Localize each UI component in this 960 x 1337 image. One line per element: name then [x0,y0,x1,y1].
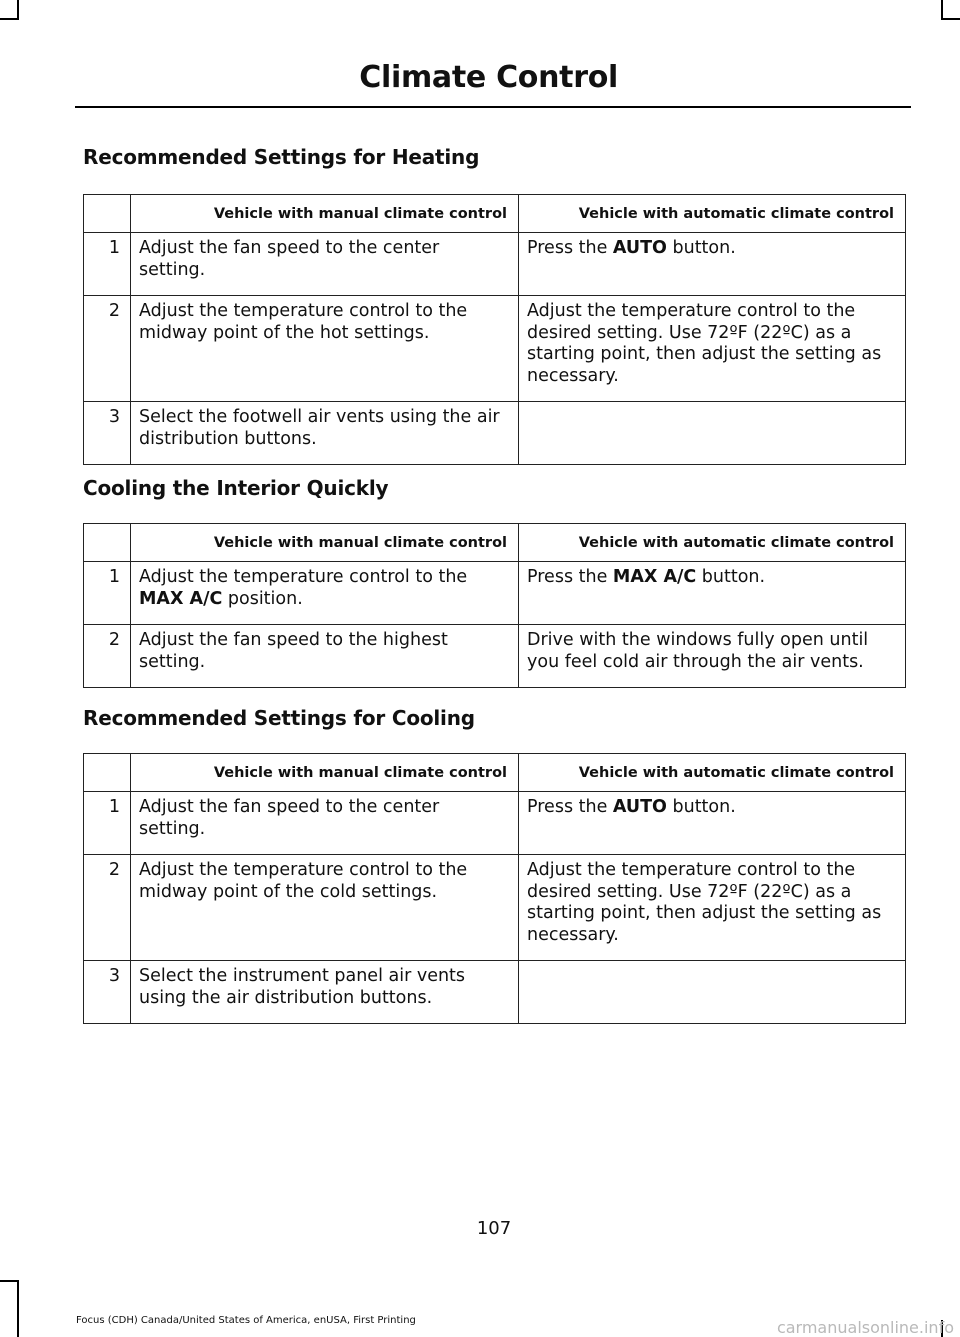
crop-mark-top-left [0,18,19,20]
step-text: Select the footwell air vents using the air distribution buttons. [139,407,500,449]
step-number: 2 [84,855,131,961]
step-text: Press the [527,567,613,587]
step-text: Adjust the fan speed to the highest setting. [139,630,448,672]
step-number: 3 [84,402,131,465]
section-cooling [83,706,905,1024]
automatic-step [519,855,906,961]
crop-mark-top-left [17,0,19,20]
step-text: Press the [527,238,613,258]
automatic-step [519,792,906,855]
step-text: button. [696,567,766,587]
manual-step [131,402,519,465]
step-text: Adjust the temperature control to the desired setting. Use 72ºF (22ºC) as a starting point, then adjust the setting as necessary. [527,301,882,386]
table-row [84,233,906,296]
step-text: position. [222,588,303,609]
step-text: button. [666,797,736,817]
table-header-row [84,754,906,792]
crop-mark-top-right [941,0,943,20]
column-header-manual: Vehicle with manual climate control [131,524,519,562]
step-text: Adjust the temperature control to the midway point of the hot settings. [139,301,468,343]
step-number: 1 [84,792,131,855]
step-text: Adjust the fan speed to the center setting. [139,797,440,839]
table-row [84,792,906,855]
section-heading: Cooling the Interior Quickly [83,476,389,500]
button-name: MAX A/C [612,567,697,587]
step-text: Adjust the temperature control to the midway point of the cold settings. [139,860,468,902]
settings-table [83,194,906,465]
page-title: Climate Control [359,60,618,95]
page-number: 107 [476,1218,512,1239]
crop-mark-bottom-left [0,1280,19,1282]
automatic-step [519,562,906,625]
section-heading: Recommended Settings for Heating [83,145,480,169]
table-row [84,855,906,961]
step-number: 1 [84,562,131,625]
crop-mark-bottom-left [17,1280,19,1337]
section-cooling-quickly [83,476,905,688]
footer-edition-text: Focus (CDH) Canada/United States of America, enUSA, First Printing [76,1315,416,1326]
manual-step [131,233,519,296]
header-divider [75,106,911,108]
crop-mark-top-right [941,18,960,20]
step-text: Select the instrument panel air vents using the air distribution buttons. [139,966,466,1008]
table-header-row [84,524,906,562]
manual-step [131,855,519,961]
table-row [84,402,906,465]
column-header-manual: Vehicle with manual climate control [131,195,519,233]
manual-step [131,961,519,1024]
control-position-name: MAX A/C [139,588,223,609]
button-name: AUTO [612,797,667,817]
table-header-row [84,195,906,233]
column-header-automatic: Vehicle with automatic climate control [519,524,906,562]
manual-step [131,562,519,625]
step-number: 1 [84,233,131,296]
step-text: Press the [527,797,613,817]
section-heating [83,145,905,465]
automatic-step-empty [519,961,906,1024]
button-name: AUTO [612,238,667,258]
step-text: Drive with the windows fully open until you feel cold air through the air vents. [527,630,869,672]
step-number: 2 [84,625,131,688]
settings-table [83,523,906,688]
step-text: Adjust the temperature control to the [139,567,468,587]
step-number: 2 [84,296,131,402]
step-number: 3 [84,961,131,1024]
step-text: button. [666,238,736,258]
table-row [84,562,906,625]
automatic-step [519,296,906,402]
automatic-step [519,625,906,688]
column-header-number [84,195,131,233]
automatic-step-empty [519,402,906,465]
manual-step [131,792,519,855]
column-header-automatic: Vehicle with automatic climate control [519,195,906,233]
manual-step [131,625,519,688]
table-row [84,961,906,1024]
step-text: Adjust the fan speed to the center setting. [139,238,440,280]
column-header-automatic: Vehicle with automatic climate control [519,754,906,792]
automatic-step [519,233,906,296]
section-heading: Recommended Settings for Cooling [83,706,475,730]
column-header-number [84,524,131,562]
settings-table [83,753,906,1024]
column-header-number [84,754,131,792]
watermark: carmanualsonline.info [776,1318,954,1337]
column-header-manual: Vehicle with manual climate control [131,754,519,792]
step-text: Adjust the temperature control to the desired setting. Use 72ºF (22ºC) as a starting point, then adjust the setting as necessary. [527,860,882,945]
table-row [84,625,906,688]
manual-step [131,296,519,402]
table-row [84,296,906,402]
